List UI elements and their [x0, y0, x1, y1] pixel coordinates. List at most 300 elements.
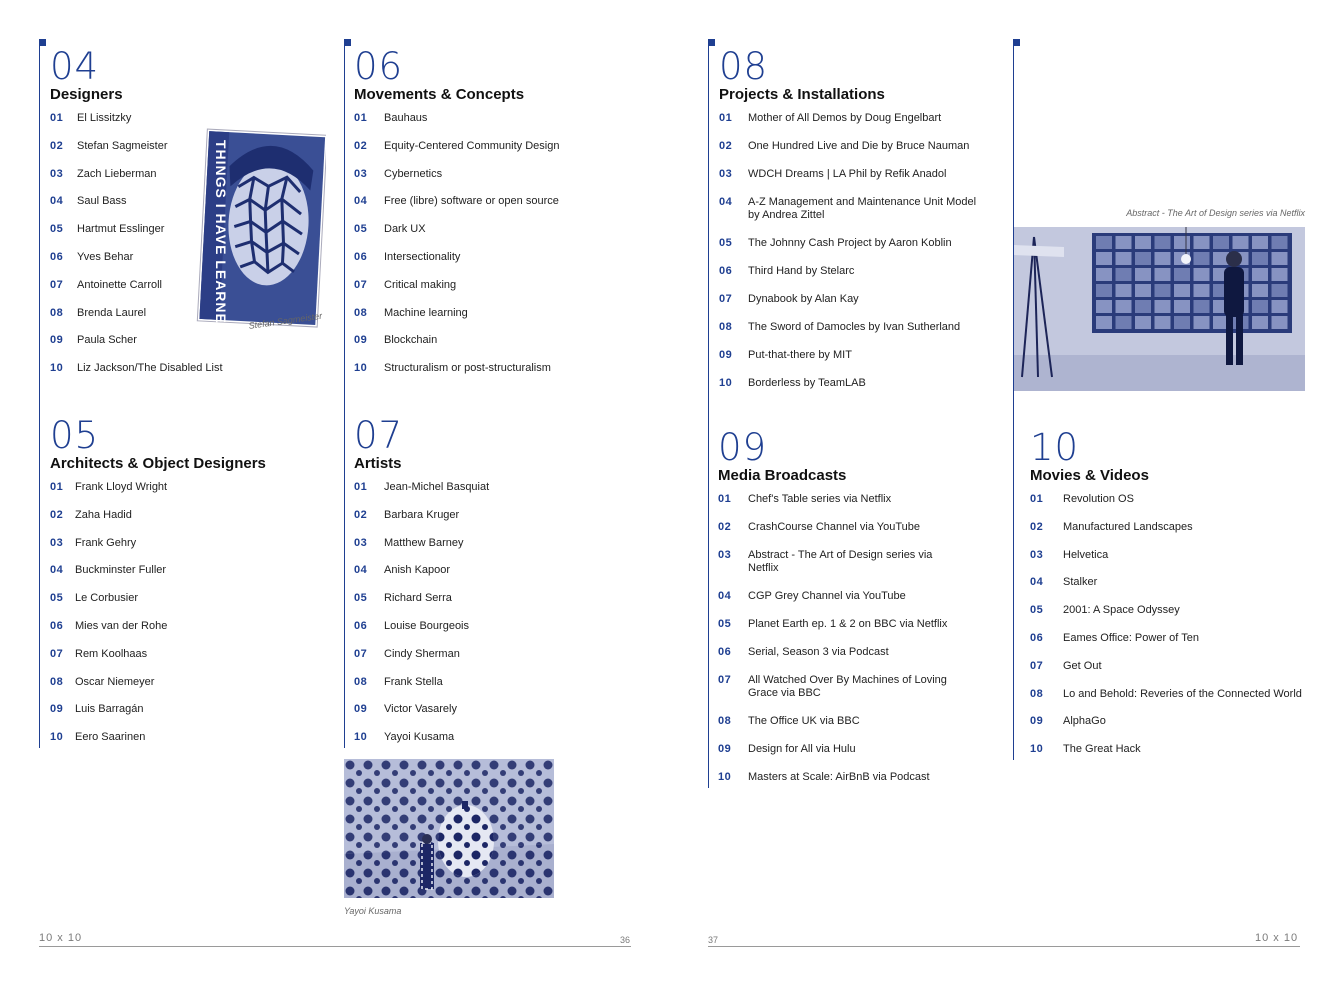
item-text: Lo and Behold: Reveries of the Connected World — [1063, 687, 1302, 700]
grid-cell — [1096, 316, 1112, 329]
grid-cell — [1272, 300, 1288, 313]
item-number: 07 — [354, 278, 368, 291]
list-item — [50, 703, 340, 716]
list-item — [50, 481, 340, 494]
item-text: El Lissitzky — [77, 112, 132, 124]
item-text: Free (libre) software or open source — [384, 195, 559, 208]
item-number: 04 — [1030, 576, 1044, 589]
item-text: Le Corbusier — [75, 592, 138, 605]
section-title: Movies & Videos — [1030, 467, 1149, 484]
list-item — [354, 509, 654, 522]
list-item — [1030, 632, 1320, 645]
list-item — [354, 112, 654, 125]
item-number: 01 — [719, 112, 733, 124]
list-item — [1030, 715, 1320, 728]
item-number: 06 — [718, 646, 732, 658]
item-number: 03 — [354, 536, 368, 549]
grid-cell — [1252, 268, 1268, 281]
item-text: Eero Saarinen — [75, 731, 146, 744]
section-10 — [1030, 426, 1320, 771]
item-text: Critical making — [384, 278, 457, 291]
item-text: Liz Jackson/The Disabled List — [77, 362, 223, 375]
list-item — [354, 195, 654, 208]
section-number: 06 — [354, 45, 404, 88]
list-item — [354, 168, 654, 181]
list-item — [50, 620, 340, 633]
grid-cell — [1174, 300, 1190, 313]
list-item — [718, 493, 988, 506]
list-item — [354, 279, 654, 292]
section-list — [719, 112, 989, 390]
item-number: 09 — [719, 349, 733, 361]
section-list — [50, 481, 340, 744]
item-number: 05 — [50, 223, 64, 236]
item-text: Yves Behar — [77, 250, 134, 263]
sagmeister-book-image — [196, 128, 326, 338]
grid-cell — [1174, 268, 1190, 281]
grid-cell — [1194, 284, 1210, 297]
section-number: 10 — [1030, 426, 1080, 469]
section-title: Projects & Installations — [719, 86, 885, 103]
grid-cell — [1155, 252, 1171, 265]
item-number: 06 — [50, 250, 64, 263]
list-item — [719, 293, 989, 306]
item-number: 04 — [50, 564, 64, 577]
list-item — [354, 223, 654, 236]
item-text: All Watched Over By Machines of Loving Grace via BBC — [748, 674, 947, 699]
item-number: 10 — [354, 362, 368, 375]
marker-col-3 — [708, 39, 715, 46]
item-text: WDCH Dreams | LA Phil by Refik Anadol — [748, 168, 947, 180]
item-text: Matthew Barney — [384, 536, 464, 549]
grid-cell — [1174, 284, 1190, 297]
item-text: Zaha Hadid — [75, 508, 132, 521]
item-text: Machine learning — [384, 306, 468, 319]
item-number: 07 — [1030, 659, 1044, 672]
item-number: 08 — [354, 306, 368, 319]
item-number: 06 — [354, 250, 368, 263]
list-item — [1030, 743, 1320, 756]
grid-cell — [1135, 300, 1151, 313]
grid-cell — [1252, 236, 1268, 249]
rule-col-3 — [708, 40, 709, 788]
item-number: 06 — [50, 619, 64, 632]
item-number: 02 — [1030, 520, 1044, 533]
item-text: Yayoi Kusama — [384, 731, 455, 744]
item-text: A-Z Management and Maintenance Unit Model by Andrea Zittel — [748, 196, 977, 221]
grid-cell — [1252, 316, 1268, 329]
grid-cell — [1194, 252, 1210, 265]
item-number: 10 — [1030, 743, 1044, 756]
item-text: Manufactured Landscapes — [1063, 520, 1193, 533]
item-text: Frank Gehry — [75, 536, 137, 549]
item-number: 01 — [354, 481, 368, 493]
grid-cell — [1135, 268, 1151, 281]
grid-cell — [1194, 236, 1210, 249]
list-item — [719, 321, 989, 334]
list-item — [718, 590, 988, 603]
list-item — [354, 676, 654, 689]
list-item — [354, 620, 654, 633]
item-number: 04 — [719, 196, 733, 208]
grid-cell — [1252, 252, 1268, 265]
list-item — [1030, 549, 1320, 562]
item-number: 08 — [718, 715, 732, 727]
item-text: Abstract - The Art of Design series via Netflix — [748, 549, 933, 574]
item-text: Frank Stella — [384, 675, 443, 688]
grid-cell — [1272, 284, 1288, 297]
marker-col-4 — [1013, 39, 1020, 46]
list-item — [719, 349, 989, 362]
list-item — [50, 362, 330, 375]
grid-cell — [1116, 268, 1132, 281]
item-text: Chef's Table series via Netflix — [748, 493, 892, 505]
list-item — [354, 564, 654, 577]
item-number: 02 — [718, 521, 732, 533]
item-number: 04 — [718, 590, 732, 602]
item-text: Structuralism or post-structuralism — [384, 362, 551, 375]
item-number: 02 — [354, 139, 368, 152]
footer-right-line — [708, 946, 1300, 947]
item-text: Louise Bourgeois — [384, 619, 470, 632]
item-text: Mies van der Rohe — [75, 619, 168, 632]
list-item — [354, 731, 654, 744]
rule-col-1 — [39, 40, 40, 748]
item-text: Oscar Niemeyer — [75, 675, 155, 688]
item-number: 10 — [50, 731, 64, 744]
grid-cell — [1135, 252, 1151, 265]
grid-cell — [1155, 300, 1171, 313]
item-text: CGP Grey Channel via YouTube — [748, 590, 906, 602]
item-number: 03 — [50, 536, 64, 549]
list-item — [50, 564, 340, 577]
item-text: Dynabook by Alan Kay — [748, 293, 859, 305]
book-cover-graphic — [196, 128, 326, 338]
item-number: 07 — [354, 647, 368, 660]
grid-cell — [1194, 268, 1210, 281]
list-item — [718, 549, 988, 575]
section-07 — [354, 414, 654, 759]
list-item — [1030, 660, 1320, 673]
marker-col-1 — [39, 39, 46, 46]
item-number: 01 — [50, 112, 64, 124]
item-text: CrashCourse Channel via YouTube — [748, 521, 921, 533]
grid-cell — [1252, 300, 1268, 313]
list-item — [719, 168, 989, 181]
item-number: 08 — [50, 675, 64, 688]
item-number: 10 — [718, 771, 732, 783]
item-number: 07 — [718, 674, 732, 686]
list-item — [50, 648, 340, 661]
list-item — [1030, 688, 1320, 701]
item-number: 07 — [50, 647, 64, 660]
abstract-photo-graphic — [1014, 227, 1305, 391]
list-item — [718, 618, 988, 631]
item-number: 03 — [718, 549, 732, 561]
footer-right-page: 37 — [708, 935, 719, 945]
grid-cell — [1096, 268, 1112, 281]
list-item — [719, 237, 989, 250]
item-text: The Office UK via BBC — [748, 715, 860, 727]
section-number: 08 — [719, 45, 769, 88]
rule-col-2 — [344, 40, 345, 748]
grid-cell — [1213, 236, 1229, 249]
item-text: Rem Koolhaas — [75, 647, 148, 660]
section-09 — [718, 426, 988, 799]
list-item — [50, 731, 340, 744]
grid-cell — [1096, 236, 1112, 249]
section-title: Designers — [50, 86, 123, 103]
item-text: Intersectionality — [384, 250, 461, 263]
item-number: 01 — [50, 481, 64, 493]
grid-cell — [1116, 236, 1132, 249]
footer-left-page: 36 — [620, 935, 631, 945]
list-item — [354, 140, 654, 153]
list-item — [354, 648, 654, 661]
section-list — [354, 112, 654, 375]
list-item — [354, 251, 654, 264]
item-text: Luis Barragán — [75, 703, 144, 716]
sagmeister-caption: Stefan Sagmeister — [248, 310, 323, 331]
item-number: 04 — [354, 195, 368, 208]
item-number: 08 — [354, 675, 368, 688]
list-item — [50, 592, 340, 605]
item-text: Cindy Sherman — [384, 647, 460, 660]
item-number: 09 — [1030, 715, 1044, 728]
item-text: Third Hand by Stelarc — [748, 265, 855, 277]
item-number: 05 — [354, 592, 368, 605]
item-number: 04 — [354, 564, 368, 577]
list-item — [719, 112, 989, 125]
item-number: 04 — [50, 195, 64, 208]
rule-col-4 — [1013, 40, 1014, 760]
item-text: Bauhaus — [384, 112, 428, 124]
list-item — [50, 509, 340, 522]
item-number: 05 — [354, 223, 368, 236]
list-item — [718, 771, 988, 784]
section-06 — [354, 45, 654, 390]
list-item — [719, 196, 989, 222]
grid-cell — [1096, 252, 1112, 265]
section-05 — [50, 414, 340, 759]
item-number: 08 — [1030, 687, 1044, 700]
marker-col-2 — [344, 39, 351, 46]
item-text: Brenda Laurel — [77, 306, 147, 319]
item-text: Serial, Season 3 via Podcast — [748, 646, 889, 658]
item-number: 09 — [718, 743, 732, 755]
item-text: Stefan Sagmeister — [77, 139, 168, 152]
item-text: Borderless by TeamLAB — [748, 377, 866, 389]
list-item — [354, 703, 654, 716]
item-number: 03 — [1030, 548, 1044, 561]
item-text: Revolution OS — [1063, 493, 1134, 505]
section-number: 09 — [718, 426, 768, 469]
item-text: Cybernetics — [384, 167, 443, 180]
list-item — [718, 646, 988, 659]
item-number: 02 — [719, 140, 733, 152]
item-number: 02 — [354, 508, 368, 521]
item-number: 01 — [354, 112, 368, 124]
item-number: 09 — [354, 334, 368, 347]
item-text: Anish Kapoor — [384, 564, 451, 577]
list-item — [719, 265, 989, 278]
grid-cell — [1233, 236, 1249, 249]
kusama-caption: Yayoi Kusama — [344, 906, 402, 916]
item-number: 03 — [50, 167, 64, 180]
list-item — [354, 362, 654, 375]
item-text: Equity-Centered Community Design — [384, 139, 560, 152]
list-item — [354, 481, 654, 494]
list-item — [1030, 521, 1320, 534]
grid-cell — [1155, 236, 1171, 249]
section-08 — [719, 45, 989, 405]
item-number: 02 — [50, 508, 64, 521]
item-number: 07 — [50, 278, 64, 291]
item-text: Design for All via Hulu — [748, 743, 856, 755]
list-item — [1030, 493, 1320, 506]
grid-cell — [1272, 252, 1288, 265]
grid-cell — [1272, 236, 1288, 249]
section-title: Architects & Object Designers — [50, 455, 266, 472]
item-text: Dark UX — [384, 223, 426, 236]
list-item — [719, 140, 989, 153]
item-text: Victor Vasarely — [384, 703, 457, 716]
grid-cell — [1272, 316, 1288, 329]
item-text: AlphaGo — [1063, 715, 1106, 728]
list-item — [50, 676, 340, 689]
grid-cell — [1116, 300, 1132, 313]
footer-left-title: 10 x 10 — [39, 932, 83, 944]
item-text: Planet Earth ep. 1 & 2 on BBC via Netflix — [748, 618, 948, 630]
grid-cell — [1155, 284, 1171, 297]
list-item — [50, 112, 330, 125]
item-number: 05 — [50, 592, 64, 605]
item-text: The Sword of Damocles by Ivan Sutherland — [748, 321, 961, 333]
section-number: 04 — [50, 45, 100, 88]
item-number: 10 — [719, 377, 733, 389]
grid-cell — [1135, 236, 1151, 249]
grid-cell — [1155, 268, 1171, 281]
grid-cell — [1116, 316, 1132, 329]
kusama-image — [344, 759, 554, 898]
footer-left-line — [39, 946, 631, 947]
kusama-photo-graphic — [344, 759, 554, 898]
item-text: Jean-Michel Basquiat — [384, 481, 490, 493]
abstract-image — [1014, 227, 1305, 391]
list-item — [354, 537, 654, 550]
item-text: Stalker — [1063, 576, 1098, 589]
list-item — [354, 307, 654, 320]
item-number: 08 — [719, 321, 733, 333]
item-number: 03 — [354, 167, 368, 180]
item-number: 02 — [50, 139, 64, 152]
list-item — [1030, 576, 1320, 589]
list-item — [1030, 604, 1320, 617]
item-number: 06 — [719, 265, 733, 277]
item-text: Mother of All Demos by Doug Engelbart — [748, 112, 942, 124]
item-text: The Great Hack — [1063, 743, 1141, 756]
grid-cell — [1252, 284, 1268, 297]
section-title: Movements & Concepts — [354, 86, 525, 103]
list-item — [719, 377, 989, 390]
grid-cell — [1174, 236, 1190, 249]
section-list — [1030, 493, 1320, 756]
item-number: 08 — [50, 306, 64, 319]
item-text: Buckminster Fuller — [75, 564, 167, 577]
item-number: 09 — [50, 703, 64, 716]
list-item — [718, 674, 988, 700]
list-item — [718, 743, 988, 756]
footer-right-title: 10 x 10 — [1255, 932, 1299, 944]
list-item — [50, 537, 340, 550]
item-text: One Hundred Live and Die by Bruce Nauman — [748, 140, 970, 152]
item-number: 01 — [718, 493, 732, 505]
grid-cell — [1272, 268, 1288, 281]
item-text: Paula Scher — [77, 334, 137, 347]
item-text: Blockchain — [384, 334, 438, 347]
abstract-caption: Abstract - The Art of Design series via Netflix — [1126, 208, 1305, 218]
grid-cell — [1174, 316, 1190, 329]
grid-cell — [1194, 300, 1210, 313]
item-text: Helvetica — [1063, 548, 1109, 561]
item-text: Saul Bass — [77, 195, 127, 208]
item-text: Eames Office: Power of Ten — [1063, 631, 1199, 644]
list-item — [354, 592, 654, 605]
item-text: Get Out — [1063, 659, 1102, 672]
item-text: Antoinette Carroll — [77, 278, 162, 291]
section-title: Media Broadcasts — [718, 467, 847, 484]
section-list — [354, 481, 654, 744]
item-number: 10 — [50, 362, 64, 375]
item-text: Zach Lieberman — [77, 167, 157, 180]
grid-cell — [1135, 316, 1151, 329]
item-text: Richard Serra — [384, 592, 452, 605]
item-number: 09 — [50, 334, 64, 347]
grid-cell — [1116, 252, 1132, 265]
item-number: 05 — [718, 618, 732, 630]
grid-cell — [1096, 284, 1112, 297]
list-item — [718, 715, 988, 728]
book-cover-title: THINGS I HAVE LEARNED — [213, 140, 229, 335]
grid-cell — [1194, 316, 1210, 329]
item-number: 09 — [354, 703, 368, 716]
item-text: Put-that-there by MIT — [748, 349, 852, 361]
item-text: Hartmut Esslinger — [77, 223, 165, 236]
list-item — [354, 334, 654, 347]
item-text: Masters at Scale: AirBnB via Podcast — [748, 771, 930, 783]
item-text: The Johnny Cash Project by Aaron Koblin — [748, 237, 952, 249]
item-number: 03 — [719, 168, 733, 180]
grid-cell — [1155, 316, 1171, 329]
item-text: Barbara Kruger — [384, 508, 460, 521]
item-text: 2001: A Space Odyssey — [1063, 604, 1180, 617]
item-number: 06 — [1030, 631, 1044, 644]
item-number: 05 — [1030, 604, 1044, 617]
item-number: 05 — [719, 237, 733, 249]
item-number: 10 — [354, 731, 368, 744]
list-item — [718, 521, 988, 534]
section-number: 07 — [354, 414, 404, 457]
item-number: 07 — [719, 293, 733, 305]
section-list — [718, 493, 988, 784]
grid-cell — [1116, 284, 1132, 297]
grid-cell — [1135, 284, 1151, 297]
grid-cell — [1096, 300, 1112, 313]
section-title: Artists — [354, 455, 402, 472]
item-number: 06 — [354, 619, 368, 632]
item-text: Frank Lloyd Wright — [75, 481, 168, 493]
section-number: 05 — [50, 414, 100, 457]
